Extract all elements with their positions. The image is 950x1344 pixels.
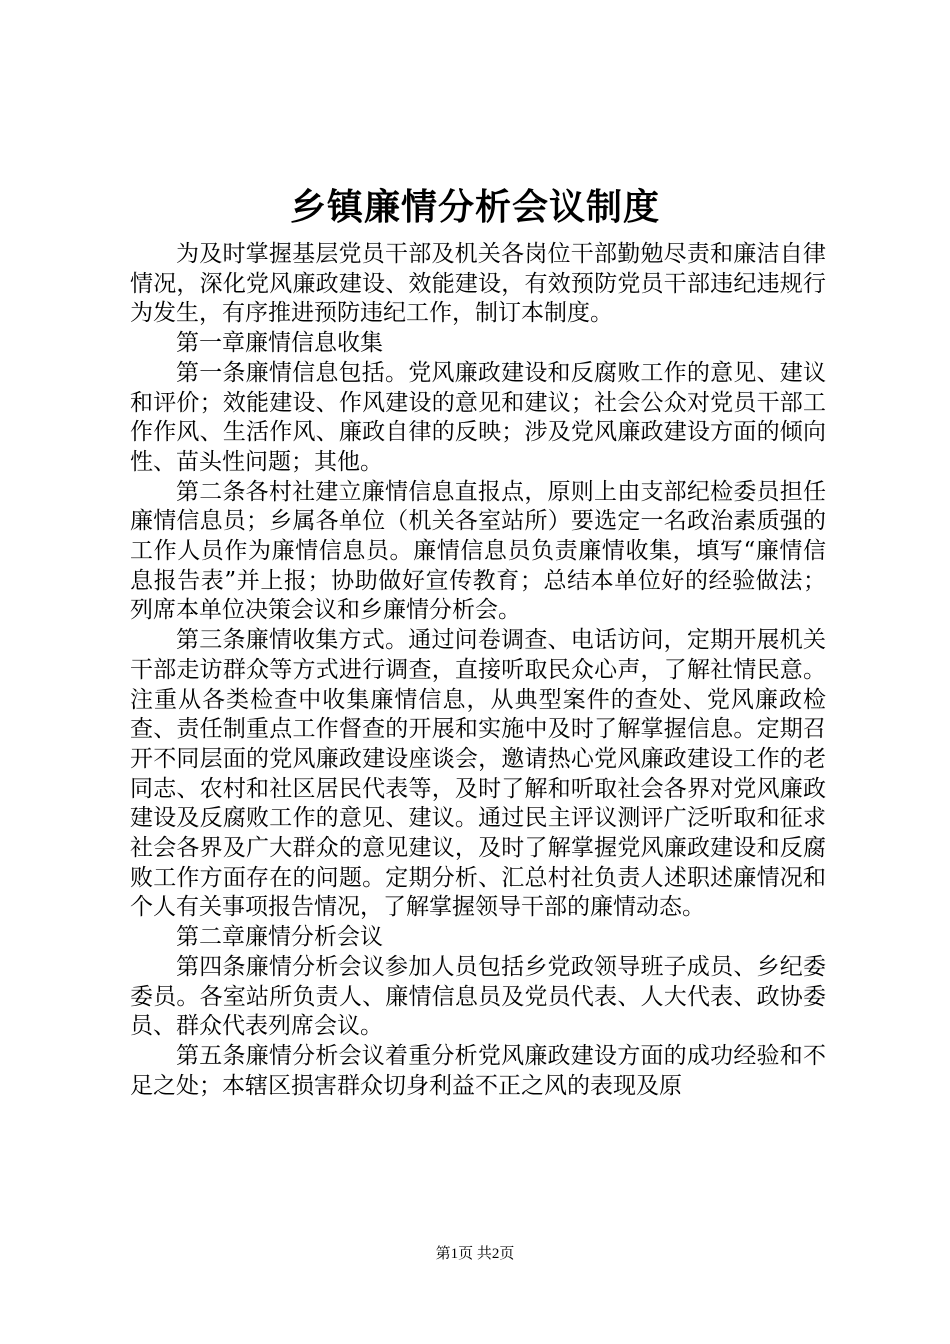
article-1: 第一条廉情信息包括。党风廉政建设和反腐败工作的意见、建议和评价；效能建设、作风建设的意见和建议；社会公众对党员干部工作作风、生活作风、廉政自律的反映；涉及党风廉政建设方面的倾向性、苗头性问题；其他。: [130, 359, 826, 475]
article-3: 第三条廉情收集方式。通过问卷调查、电话访问，定期开展机关干部走访群众等方式进行调查，直接听取民众心声，了解社情民意。注重从各类检查中收集廉情信息，从典型案件的查处、党风廉政检查、责任制重点工作督查的开展和实施中及时了解掌握信息。定期召开不同层面的党风廉政建设座谈会，邀请热心党风廉政建设工作的老同志、农村和社区居民代表等，及时了解和听取社会各界对党风廉政建设及反腐败工作的意见、建议。通过民主评议测评广泛听取和征求社会各界及广大群众的意见建议，及时了解掌握党风廉政建设和反腐败工作方面存在的问题。定期分析、汇总村社负责人述职述廉情况和个人有关事项报告情况，了解掌握领导干部的廉情动态。: [130, 627, 826, 921]
article-2: 第二条各村社建立廉情信息直报点，原则上由支部纪检委员担任廉情信息员；乡属各单位（机关各室站所）要选定一名政治素质强的工作人员作为廉情信息员。廉情信息员负责廉情收集，填写“廉情信息报告表”并上报；协助做好宣传教育；总结本单位好的经验做法；列席本单位决策会议和乡廉情分析会。: [130, 478, 826, 624]
paragraph-intro: 为及时掌握基层党员干部及机关各岗位干部勤勉尽责和廉洁自律情况，深化党风廉政建设、效能建设，有效预防党员干部违纪违规行为发生，有序推进预防违纪工作，制订本制度。: [130, 241, 826, 327]
chapter-1-heading: 第一章廉情信息收集: [176, 330, 383, 357]
document-body: [130, 240, 826, 1101]
chapter-2-heading: 第二章廉情分析会议: [176, 924, 383, 951]
article-4: 第四条廉情分析会议参加人员包括乡党政领导班子成员、乡纪委委员。各室站所负责人、廉情信息员及党员代表、人大代表、政协委员、群众代表列席会议。: [130, 953, 826, 1040]
page-number-footer: 第1页 共2页: [435, 1246, 515, 1262]
article-5: 第五条廉情分析会议着重分析党风廉政建设方面的成功经验和不足之处；本辖区损害群众切身利益不正之风的表现及原: [130, 1042, 826, 1099]
page-title: 乡镇廉情分析会议制度: [289, 187, 660, 228]
